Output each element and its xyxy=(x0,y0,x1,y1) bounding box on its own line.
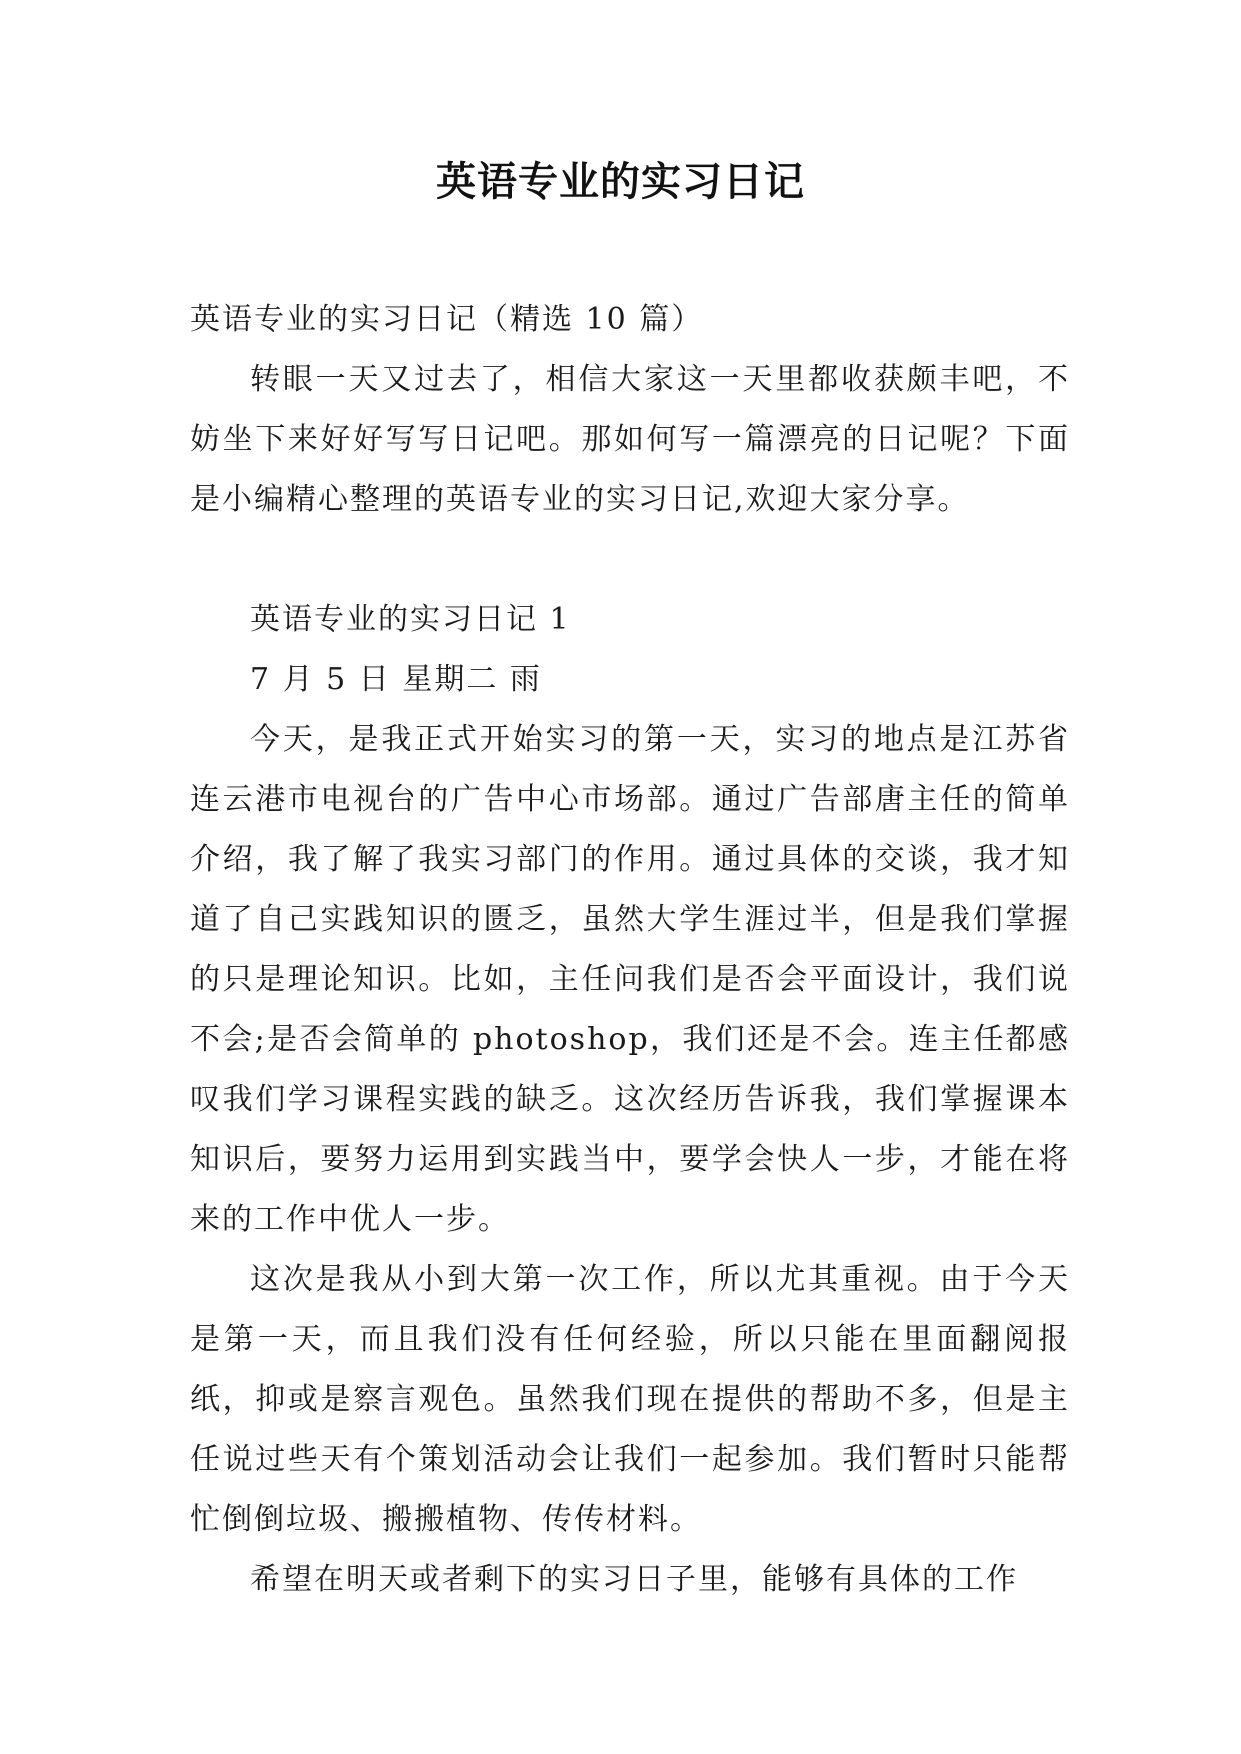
section-spacer xyxy=(190,530,1070,590)
entry-paragraph-1: 今天，是我正式开始实习的第一天，实习的地点是江苏省连云港市电视台的广告中心市场部。通过广告部唐主任的简单介绍，我了解了我实习部门的作用。通过具体的交谈，我才知道了自己实践知识的匮乏，虽然大学生涯过半，但是我们掌握的只是理论知识。比如，主任问我们是否会平面设计，我们说不会;是否会简单的 photoshop，我们还是不会。连主任都感叹我们学习课程实践的缺乏。这次经历告诉我，我们掌握课本知识后，要努力运用到实践当中，要学会快人一步，才能在将来的工作中优人一步。 xyxy=(190,722,1070,1237)
entry-date-line: 7 月 5 日 星期二 雨 xyxy=(250,662,542,697)
entry-paragraph-2: 这次是我从小到大第一次工作，所以尤其重视。由于今天是第一天，而且我们没有任何经验，所以只能在里面翻阅报纸，抑或是察言观色。虽然我们现在提供的帮助不多，但是主任说过些天有个策划活动会让我们一起参加。我们暂时只能帮忙倒倒垃圾、搬搬植物、传传材料。 xyxy=(190,1262,1070,1537)
document-body xyxy=(190,290,1070,1610)
entry-paragraph-3: 希望在明天或者剩下的实习日子里，能够有具体的工作 xyxy=(250,1562,1018,1597)
document-subtitle: 英语专业的实习日记（精选 10 篇） xyxy=(190,302,704,337)
intro-paragraph: 转眼一天又过去了，相信大家这一天里都收获颇丰吧，不妨坐下来好好写写日记吧。那如何写一篇漂亮的日记呢？下面是小编精心整理的英语专业的实习日记,欢迎大家分享。 xyxy=(190,362,1070,517)
document-title: 英语专业的实习日记 xyxy=(436,158,805,205)
entry-heading: 英语专业的实习日记 1 xyxy=(250,602,571,637)
